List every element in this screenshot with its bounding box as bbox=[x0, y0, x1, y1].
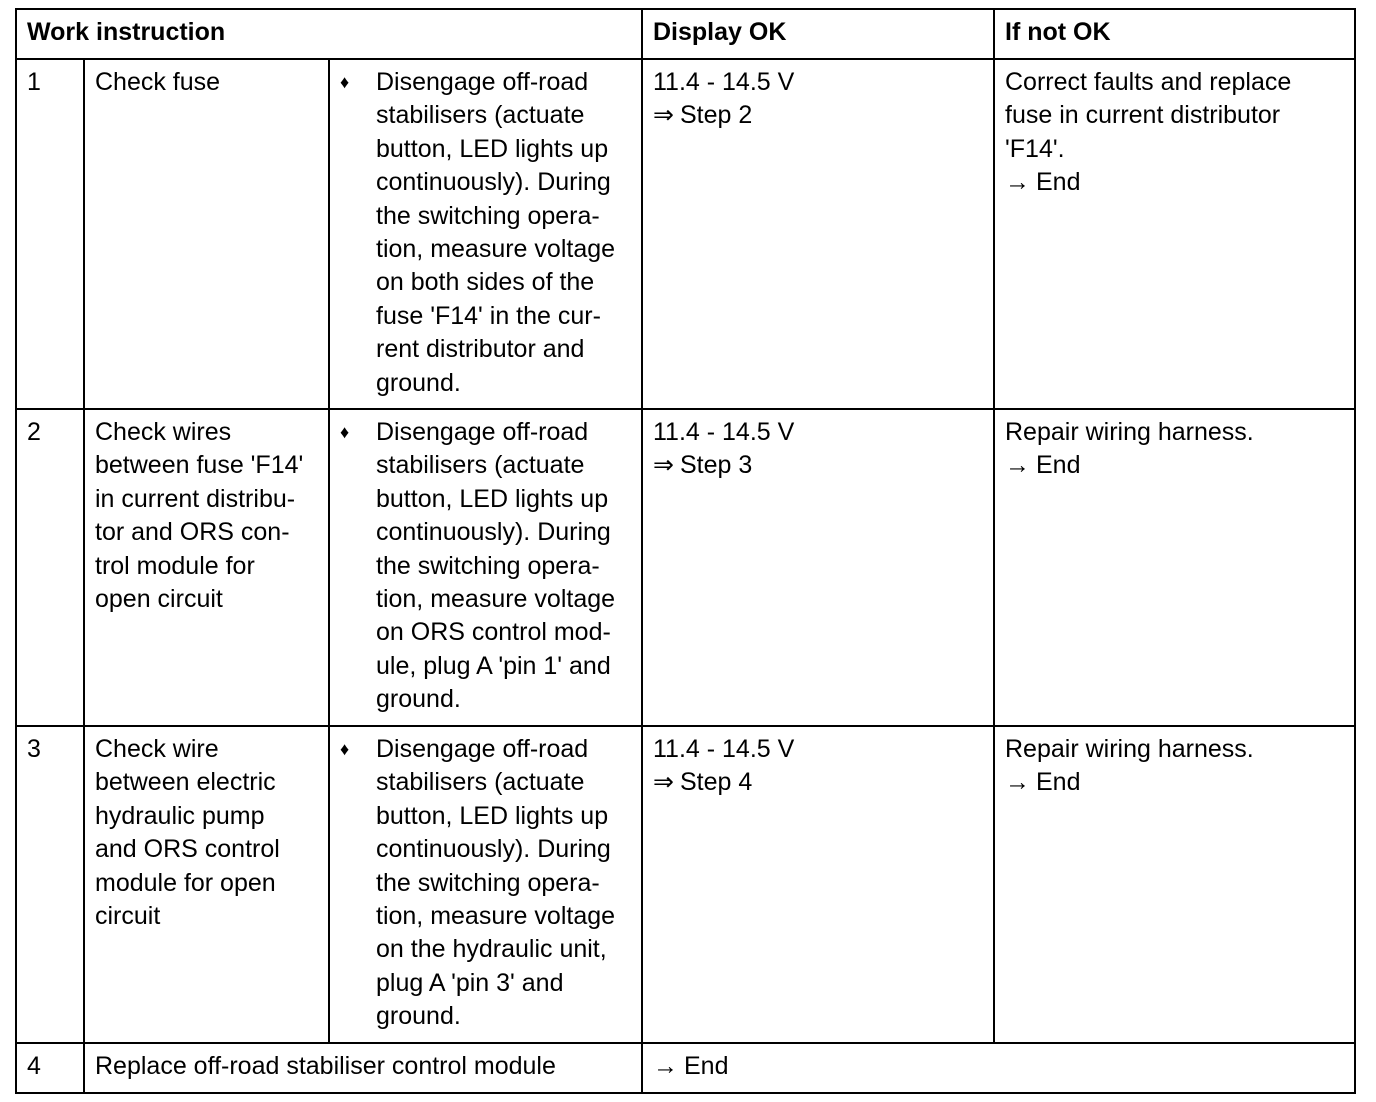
table-row bbox=[16, 59, 1355, 409]
action-line: continuously). During bbox=[376, 168, 611, 197]
if-not-ok-cell bbox=[994, 726, 1355, 1043]
action-line: continuously). During bbox=[376, 835, 611, 864]
action-line: button, LED lights up bbox=[376, 801, 609, 830]
check-line: trol module for bbox=[95, 551, 255, 580]
action-line: ground. bbox=[376, 685, 461, 714]
action-line: ule, plug A 'pin 1' and bbox=[376, 651, 611, 680]
display-ok-cell bbox=[642, 726, 994, 1043]
action-line: the switching opera- bbox=[376, 551, 600, 580]
check-description bbox=[84, 409, 329, 726]
check-line: between fuse 'F14' bbox=[95, 451, 304, 480]
action-text bbox=[376, 66, 631, 400]
step-number: 1 bbox=[16, 59, 84, 409]
action-line: tion, measure voltage bbox=[376, 235, 616, 264]
display-ok-cell bbox=[642, 409, 994, 726]
if-not-ok-cell bbox=[994, 59, 1355, 409]
action-line: stabilisers (actuate bbox=[376, 101, 585, 130]
action-line: ground. bbox=[376, 368, 461, 397]
remedy-line: 'F14'. bbox=[1005, 134, 1065, 163]
remedy-line: fuse in current distributor bbox=[1005, 101, 1281, 130]
remedy-line: Repair wiring harness. bbox=[1005, 735, 1254, 763]
diamond-bullet-icon: ♦ bbox=[340, 72, 350, 92]
double-right-arrow-icon: ⇒ bbox=[653, 451, 674, 480]
action-line: tion, measure voltage bbox=[376, 902, 616, 931]
step-number: 2 bbox=[16, 409, 84, 726]
action-line: on both sides of the bbox=[376, 268, 595, 297]
diamond-bullet-icon: ♦ bbox=[340, 422, 350, 442]
action-line: plug A 'pin 3' and bbox=[376, 968, 564, 997]
if-not-ok-cell bbox=[994, 409, 1355, 726]
action-line: stabilisers (actuate bbox=[376, 451, 585, 480]
end-link bbox=[1005, 166, 1344, 199]
check-line: circuit bbox=[95, 902, 161, 931]
end-link bbox=[1005, 449, 1344, 482]
check-line: and ORS control bbox=[95, 835, 280, 864]
check-line: Check wire bbox=[95, 735, 219, 763]
end-label: End bbox=[1036, 451, 1081, 480]
work-instruction-table bbox=[15, 8, 1356, 1094]
action-cell bbox=[329, 59, 642, 409]
action-line: tion, measure voltage bbox=[376, 585, 616, 614]
action-line: Disengage off-road bbox=[376, 735, 589, 763]
right-arrow-icon: → bbox=[1005, 168, 1030, 197]
end-label: End bbox=[684, 1052, 729, 1080]
voltage-range: 11.4 - 14.5 V bbox=[653, 68, 795, 96]
end-label: End bbox=[1036, 168, 1081, 197]
check-line: module for open bbox=[95, 868, 276, 897]
action-line: button, LED lights up bbox=[376, 484, 609, 513]
action-cell bbox=[329, 726, 642, 1043]
next-step-label: Step 3 bbox=[679, 451, 753, 480]
action-line: rent distributor and bbox=[376, 335, 585, 364]
table-header-row bbox=[16, 9, 1355, 59]
step-number: 3 bbox=[16, 726, 84, 1043]
step-number: 4 bbox=[16, 1043, 84, 1093]
double-right-arrow-icon: ⇒ bbox=[653, 768, 674, 797]
table-row bbox=[16, 409, 1355, 726]
final-result-cell bbox=[642, 1043, 1355, 1093]
remedy-line: Correct faults and replace bbox=[1005, 68, 1292, 96]
end-link bbox=[653, 1050, 1344, 1083]
action-line: on the hydraulic unit, bbox=[376, 935, 607, 964]
action-line: ground. bbox=[376, 1002, 461, 1031]
right-arrow-icon: → bbox=[1005, 768, 1030, 797]
action-line: the switching opera- bbox=[376, 868, 600, 897]
action-cell bbox=[329, 409, 642, 726]
action-text bbox=[376, 416, 631, 717]
action-line: on ORS control mod- bbox=[376, 618, 611, 647]
display-ok-cell bbox=[642, 59, 994, 409]
end-link bbox=[1005, 766, 1344, 799]
display-ok-header: Display OK bbox=[642, 9, 994, 59]
action-line: Disengage off-road bbox=[376, 418, 589, 446]
check-line: between electric bbox=[95, 768, 276, 797]
action-line: the switching opera- bbox=[376, 201, 600, 230]
action-line: continuously). During bbox=[376, 518, 611, 547]
check-line: tor and ORS con- bbox=[95, 518, 290, 547]
right-arrow-icon: → bbox=[653, 1052, 678, 1080]
double-right-arrow-icon: ⇒ bbox=[653, 101, 674, 130]
check-description bbox=[84, 59, 329, 409]
check-line: Check wires bbox=[95, 418, 232, 446]
action-text bbox=[376, 733, 631, 1034]
action-line: stabilisers (actuate bbox=[376, 768, 585, 797]
table-row bbox=[16, 726, 1355, 1043]
check-line: in current distribu- bbox=[95, 484, 296, 513]
voltage-range: 11.4 - 14.5 V bbox=[653, 418, 795, 446]
diamond-bullet-icon: ♦ bbox=[340, 739, 350, 759]
next-step-label: Step 4 bbox=[679, 768, 753, 797]
next-step-label: Step 2 bbox=[679, 101, 753, 130]
next-step-link bbox=[653, 99, 983, 132]
check-line: Check fuse bbox=[95, 68, 221, 96]
check-line: hydraulic pump bbox=[95, 801, 265, 830]
work-instruction-header: Work instruction bbox=[16, 9, 642, 59]
action-line: Disengage off-road bbox=[376, 68, 589, 96]
action-line: fuse 'F14' in the cur- bbox=[376, 301, 601, 330]
final-instruction: Replace off-road stabiliser control module bbox=[84, 1043, 642, 1093]
remedy-line: Repair wiring harness. bbox=[1005, 418, 1254, 446]
next-step-link bbox=[653, 766, 983, 799]
check-line: open circuit bbox=[95, 585, 223, 614]
right-arrow-icon: → bbox=[1005, 451, 1030, 480]
end-label: End bbox=[1036, 768, 1081, 797]
voltage-range: 11.4 - 14.5 V bbox=[653, 735, 795, 763]
action-line: button, LED lights up bbox=[376, 134, 609, 163]
table-row bbox=[16, 1043, 1355, 1093]
if-not-ok-header: If not OK bbox=[994, 9, 1355, 59]
next-step-link bbox=[653, 449, 983, 482]
check-description bbox=[84, 726, 329, 1043]
